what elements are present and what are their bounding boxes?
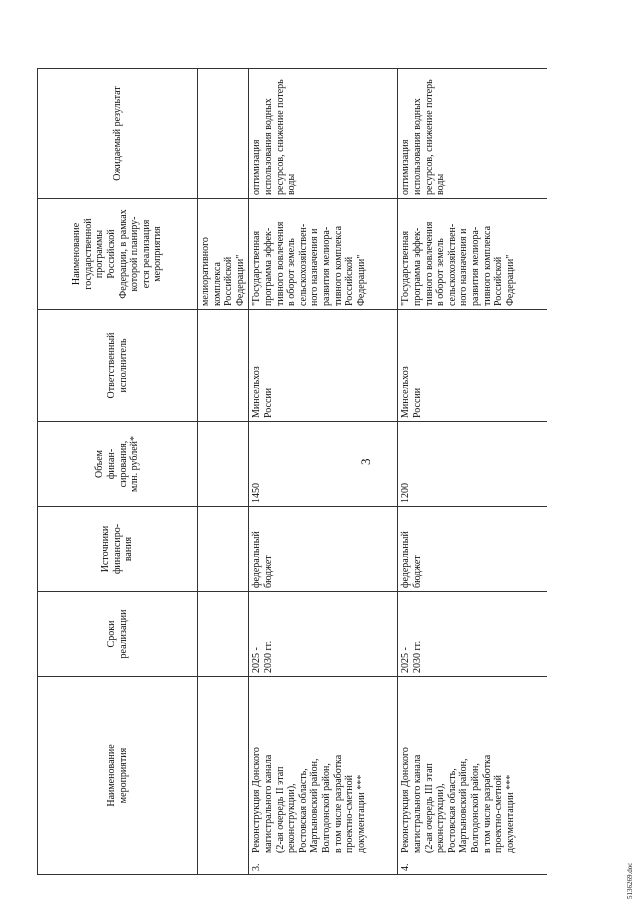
cell-state-program: "Государственная программа эффек- тивного вовлечения в оборот земель сельскохозяйствен- ного назначения и развития мелиора- тивного комплекса Российской Федерации" xyxy=(398,199,547,310)
page-number: 3 xyxy=(358,458,373,465)
row-number: 3. xyxy=(251,863,263,871)
cell-funding-amount: 1200 xyxy=(398,422,547,507)
cell-executor: Минсельхоз России xyxy=(398,310,547,422)
event-name: Реконструкция Донского магистрального канала (2-ая очередь II этап реконструкции), Ростовская область, Мартыновский район, Волгодонской район, в том числе разработка проектно-сметной документации *** xyxy=(251,747,367,853)
events-table xyxy=(37,68,547,875)
event-name: Реконструкция Донского магистрального канала (2-ая очередь III этап реконструкции), Ростовская область, Мартыновский район, Волгодонской район, в том числе разработка проектно-сметной документации *** xyxy=(400,747,516,853)
header-funding-amount: Объем финан- сирования, млн. рублей* xyxy=(38,422,198,507)
header-event-name: Наименование мероприятия xyxy=(38,677,198,875)
continuation-cell xyxy=(198,422,249,507)
table-header-row xyxy=(38,69,198,875)
header-period: Сроки реализации xyxy=(38,592,198,677)
continuation-cell xyxy=(198,310,249,422)
cell-state-program: "Государственная программа эффек- тивного вовлечения в оборот земель сельскохозяйствен- ного назначения и развития мелиора- тивного комплекса Российской Федерации" xyxy=(249,199,398,310)
table-row xyxy=(398,69,547,875)
header-funding-source: Источники финансиро- вания xyxy=(38,507,198,592)
continuation-state-program: мелиоративного комплекса Российской Федерации" xyxy=(198,199,249,310)
cell-funding-source: федеральный бюджет xyxy=(249,507,398,592)
table-row xyxy=(249,69,398,875)
cell-event xyxy=(249,677,398,875)
continuation-cell xyxy=(198,69,249,199)
continuation-cell xyxy=(198,592,249,677)
cell-funding-amount: 1450 xyxy=(249,422,398,507)
header-result: Ожидаемый результат xyxy=(38,69,198,199)
cell-result: оптимизация использования водных ресурсов, снижение потерь воды xyxy=(398,69,547,199)
cell-result: оптимизация использования водных ресурсов, снижение потерь воды xyxy=(249,69,398,199)
continuation-cell xyxy=(198,507,249,592)
continuation-cell xyxy=(198,677,249,875)
header-state-program: Наименование государственной программы Российской Федерации, в рамках которой планиру- ется реализация мероприятия xyxy=(38,199,198,310)
cell-event xyxy=(398,677,547,875)
document-code: 5136269.doc xyxy=(626,862,634,899)
continuation-row xyxy=(198,69,249,875)
cell-period: 2025 - 2030 гг. xyxy=(398,592,547,677)
cell-executor: Минсельхоз России xyxy=(249,310,398,422)
row-number: 4. xyxy=(400,863,412,871)
cell-period: 2025 - 2030 гг. xyxy=(249,592,398,677)
header-executor: Ответственный исполнитель xyxy=(38,310,198,422)
cell-funding-source: федеральный бюджет xyxy=(398,507,547,592)
